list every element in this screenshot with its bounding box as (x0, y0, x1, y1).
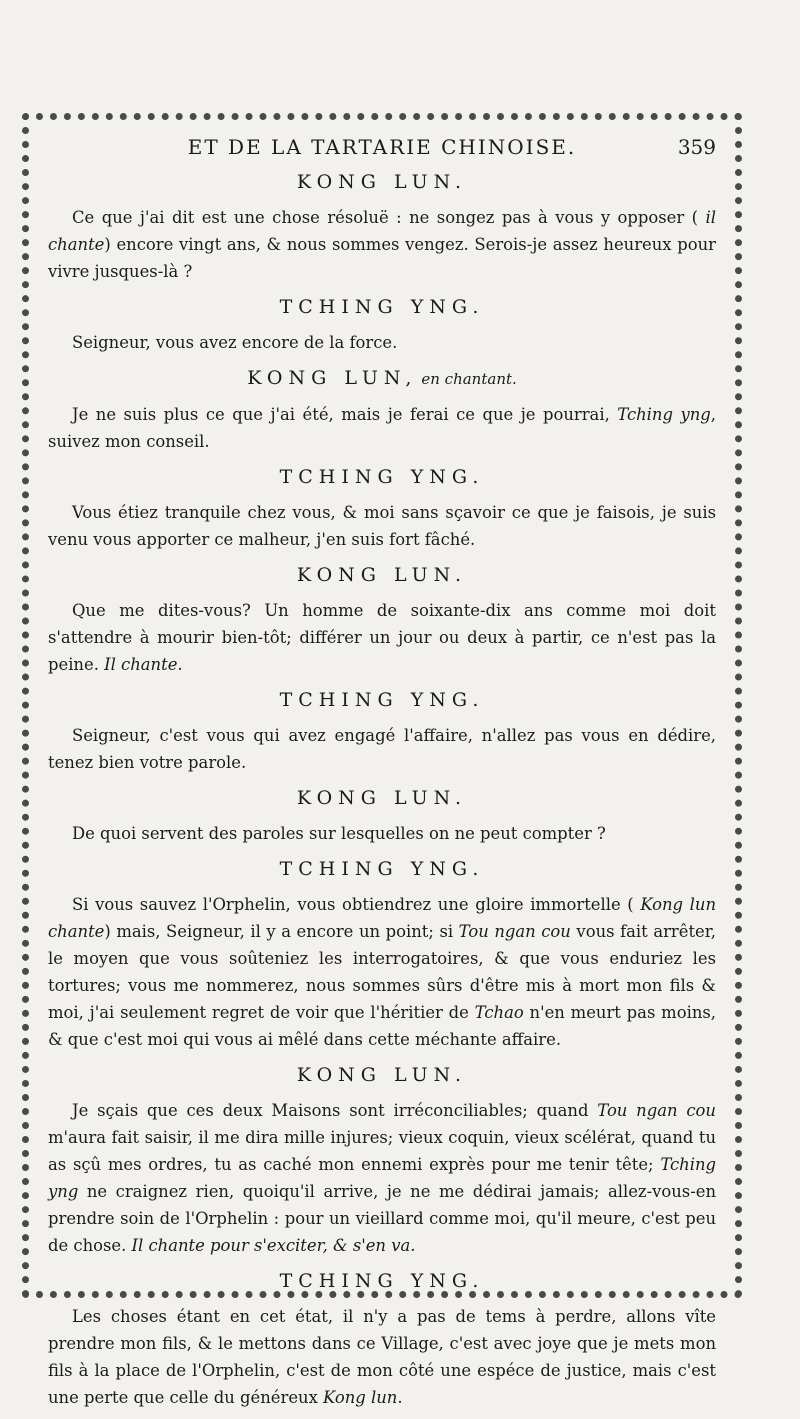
italic-text: Tou ngan cou (597, 1101, 716, 1120)
italic-text: Tching yng (617, 405, 711, 424)
speaker-name (48, 1267, 716, 1295)
speaker-name (48, 463, 716, 491)
italic-text: Il chante. (104, 655, 183, 674)
speech-text: Je ne suis plus ce que j'ai été, mais je ferai ce que je pourrai, Tching yng, suivez mon conseil. (48, 405, 716, 451)
speaker-label: TCHING YNG. (279, 689, 485, 711)
dialogue (48, 168, 716, 1411)
speaker-name (48, 364, 716, 393)
running-title: ET DE LA TARTARIE CHINOISE. (187, 135, 577, 159)
italic-text: Tchao (474, 1003, 524, 1022)
speech-text: Seigneur, c'est vous qui avez engagé l'affaire, n'allez pas vous en dédire, tenez bien votre parole. (48, 726, 716, 772)
dialogue-block (48, 686, 716, 776)
speaker-name (48, 855, 716, 883)
dialogue-block (48, 463, 716, 553)
speech-text: Seigneur, vous avez encore de la force. (72, 333, 398, 352)
page-number: 359 (677, 135, 716, 159)
italic-text: Kong lun (323, 1388, 398, 1407)
speaker-label: TCHING YNG. (279, 296, 485, 318)
speaker-label: TCHING YNG. (279, 466, 485, 488)
dialogue-block (48, 561, 716, 678)
speaker-label: KONG LUN. (296, 171, 468, 193)
dialogue-block (48, 168, 716, 285)
dialogue-block (48, 1267, 716, 1411)
dialogue-block (48, 1061, 716, 1259)
speech-text: Ce que j'ai dit est une chose résoluë : ne songez pas à vous y opposer ( il chante) encore vingt ans, & nous sommes vengez. Serois-je assez heureux pour vivre jusques-là ? (48, 208, 716, 281)
speaker-name (48, 686, 716, 714)
speech-text: Que me dites-vous? Un homme de soixante-dix ans comme moi doit s'attendre à mourir bien-tôt; différer un jour ou deux à partir, ce n'est pas la peine. Il chante. (48, 601, 716, 674)
speaker-label: TCHING YNG. (279, 1270, 485, 1292)
speaker-label: KONG LUN. (296, 787, 468, 809)
italic-text: Tou ngan cou (458, 922, 571, 941)
italic-text: Tching yng (48, 1155, 716, 1201)
italic-text: Kong lun chante (48, 895, 716, 941)
speaker-label: TCHING YNG. (279, 858, 485, 880)
speaker-name (48, 293, 716, 321)
speaker-name (48, 784, 716, 812)
italic-text: Il chante pour s'exciter, & s'en va. (131, 1236, 416, 1255)
dialogue-block (48, 855, 716, 1053)
speaker-name (48, 561, 716, 589)
stage-note: en chantant. (421, 370, 517, 388)
dialogue-block (48, 293, 716, 356)
speaker-name (48, 1061, 716, 1089)
speaker-label: KONG LUN, (247, 367, 418, 389)
speech-text: Vous étiez tranquile chez vous, & moi sans sçavoir ce que je faisois, je suis venu vous apporter ce malheur, j'en suis fort fâché. (48, 503, 716, 549)
dialogue-block (48, 784, 716, 847)
speaker-label: KONG LUN. (296, 564, 468, 586)
dialogue-block (48, 364, 716, 455)
speech-text: Si vous sauvez l'Orphelin, vous obtiendrez une gloire immortelle ( Kong lun chante) mais, Seigneur, il y a encore un point; si Tou ngan cou vous fait arrêter, le moyen que vous soûteniez les interrogatoires, & que vous enduriez les tortures; vous me nommerez, nous sommes sûrs d'être mis à mort mon fils & moi, j'ai seulement regret de voir que l'héritier de Tchao n'en meurt pas moins, & que c'est moi qui vous ai mêlé dans cette méchante affaire. (48, 895, 716, 1049)
speaker-label: KONG LUN. (296, 1064, 468, 1086)
italic-text: il chante (48, 208, 716, 254)
page-content (48, 134, 716, 1419)
running-head (48, 134, 716, 168)
speech-text: Je sçais que ces deux Maisons sont irréconciliables; quand Tou ngan cou m'aura fait saisir, il me dira mille injures; vieux coquin, vieux scélérat, quand tu as sçû mes ordres, tu as caché mon ennemi exprès pour me tenir tête; Tching yng ne craignez rien, quoiqu'il arrive, je ne me dédirai jamais; allez-vous-en prendre soin de l'Orphelin : pour un vieillard comme moi, qu'il meure, c'est peu de chose. Il chante pour s'exciter, & s'en va. (48, 1101, 716, 1255)
speaker-name (48, 168, 716, 196)
speech-text: Les choses étant en cet état, il n'y a pas de tems à perdre, allons vîte prendre mon fils, & le mettons dans ce Village, c'est avec joye que je mets mon fils à la place de l'Orphelin, c'est de mon côté une espéce de justice, mais c'est une perte que celle du généreux Kong lun. (48, 1307, 716, 1407)
speech-text: De quoi servent des paroles sur lesquelles on ne peut compter ? (72, 824, 606, 843)
